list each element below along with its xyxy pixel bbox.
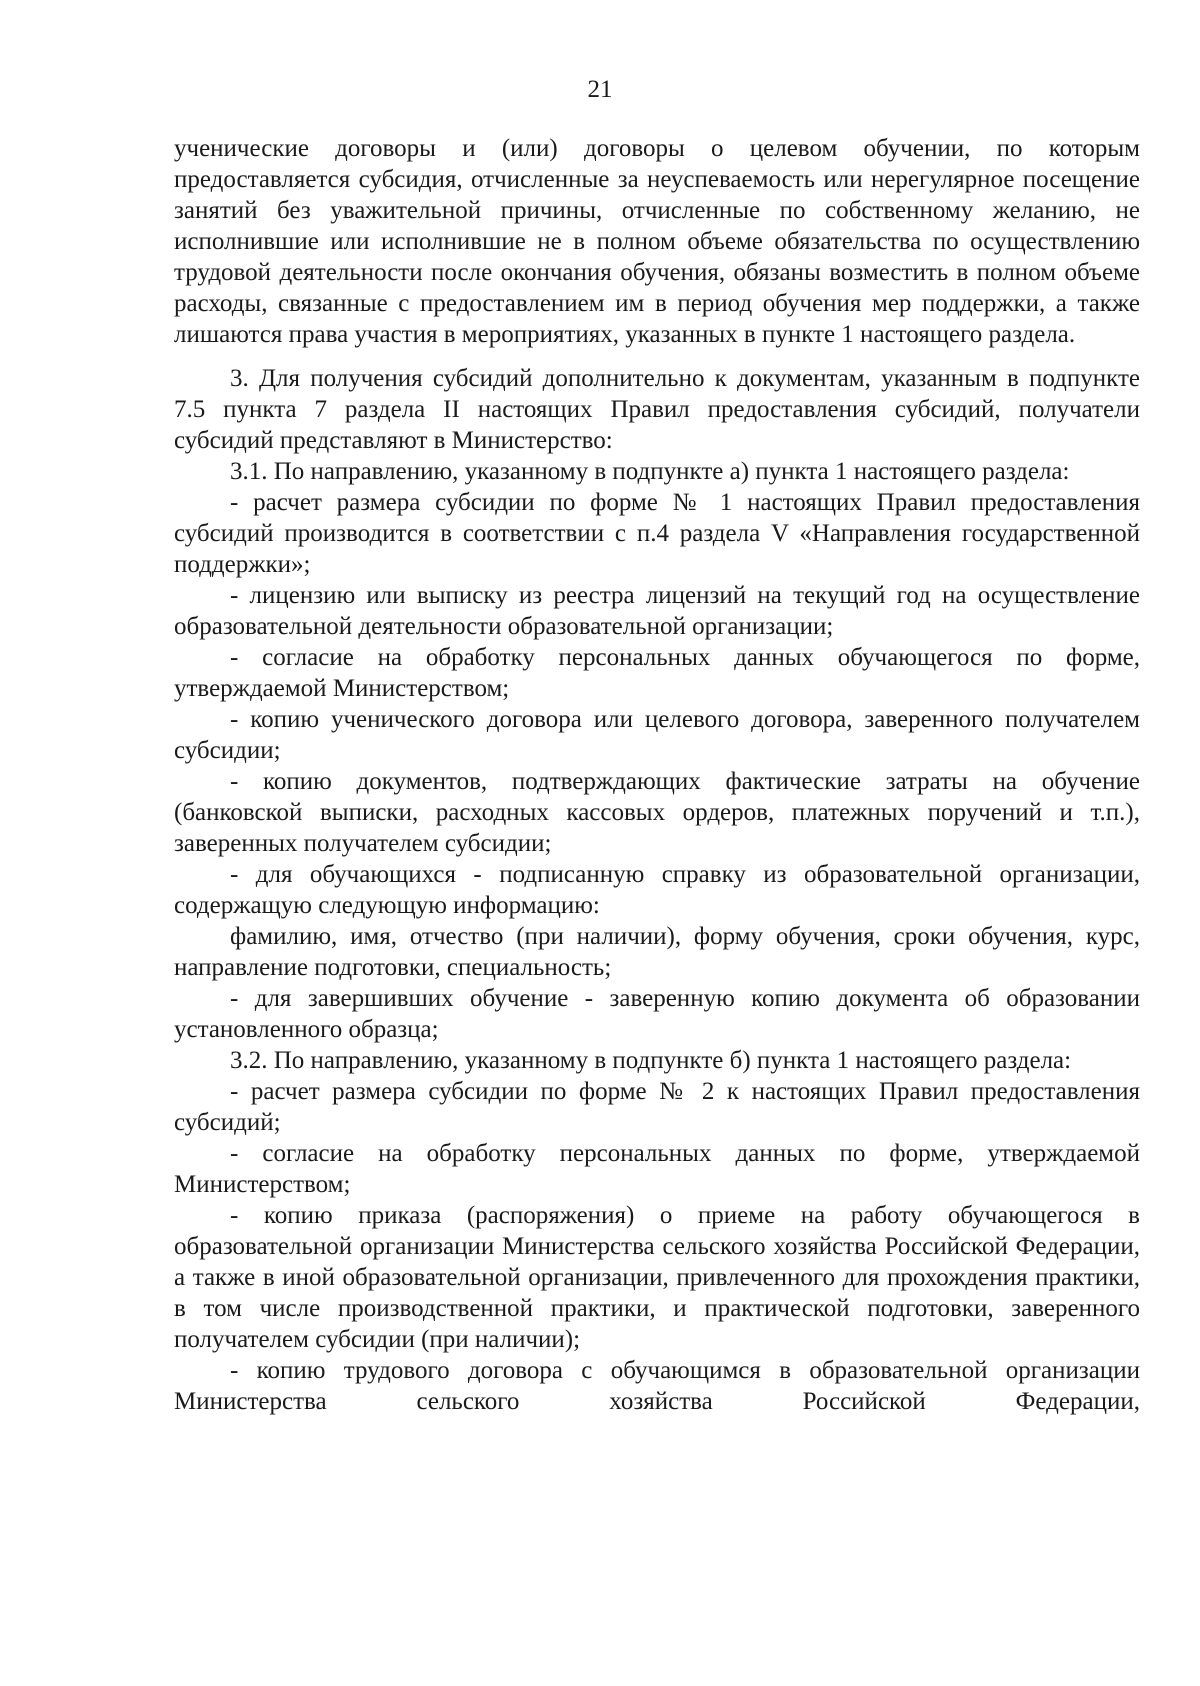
document-body: [174, 133, 1140, 1417]
list-item: - согласие на обработку персональных данных обучающегося по форме, утверждаемой Министерством;: [174, 644, 1140, 702]
paragraph-3-1: 3.1. По направлению, указанному в подпункте а) пункта 1 настоящего раздела:: [230, 458, 1070, 485]
page-number: 21: [587, 76, 613, 103]
list-item: - согласие на обработку персональных данных по форме, утверждаемой Министерством;: [174, 1140, 1140, 1198]
list-item: - для завершивших обучение - заверенную копию документа об образовании установленного образца;: [174, 985, 1140, 1043]
list-item: фамилию, имя, отчество (при наличии), форму обучения, сроки обучения, курс, направление подготовки, специальность;: [174, 923, 1140, 981]
list-item: - копию приказа (распоряжения) о приеме на работу обучающегося в образовательной организации Министерства сельского хозяйства Российской Федерации, а также в иной образовательной организации, привлеченного для прохождения практики, в том числе производственной практики, и практической подготовки, заверенного получателем субсидии (при наличии);: [174, 1202, 1140, 1353]
list-item: - копию трудового договора с обучающимся в образовательной организации Министерства сельского хозяйства Российской Федерации,: [174, 1357, 1140, 1415]
list-item: - для обучающихся - подписанную справку из образовательной организации, содержащую следующую информацию:: [174, 861, 1140, 919]
list-item: - расчет размера субсидии по форме № 1 настоящих Правил предоставления субсидий производится в соответствии с п.4 раздела V «Направления государственной поддержки»;: [174, 489, 1140, 578]
list-item: - копию ученического договора или целевого договора, заверенного получателем субсидии;: [174, 706, 1140, 764]
list-item: - расчет размера субсидии по форме № 2 к настоящих Правил предоставления субсидий;: [174, 1078, 1140, 1136]
paragraph-obligations: ученические договоры и (или) договоры о целевом обучении, по которым предоставляется субсидия, отчисленные за неуспеваемость или нерегулярное посещение занятий без уважительной причины, отчисленные по собственному желанию, не исполнившие или исполнившие не в полном объеме обязательства по осуществлению трудовой деятельности после окончания обучения, обязаны возместить в полном объеме расходы, связанные с предоставлением им в период обучения мер поддержки, а также лишаются права участия в мероприятиях, указанных в пункте 1 настоящего раздела.: [174, 135, 1140, 348]
paragraph-section-3: 3. Для получения субсидий дополнительно к документам, указанным в подпункте 7.5 пункта 7 раздела II настоящих Правил предоставления субсидий, получатели субсидий представляют в Министерство:: [174, 365, 1140, 454]
paragraph-3-2: 3.2. По направлению, указанному в подпункте б) пункта 1 настоящего раздела:: [230, 1047, 1072, 1074]
list-item: - лицензию или выписку из реестра лицензий на текущий год на осуществление образовательной деятельности образовательной организации;: [174, 582, 1140, 640]
list-item: - копию документов, подтверждающих фактические затраты на обучение (банковской выписки, расходных кассовых ордеров, платежных поручений и т.п.), заверенных получателем субсидии;: [174, 768, 1140, 857]
